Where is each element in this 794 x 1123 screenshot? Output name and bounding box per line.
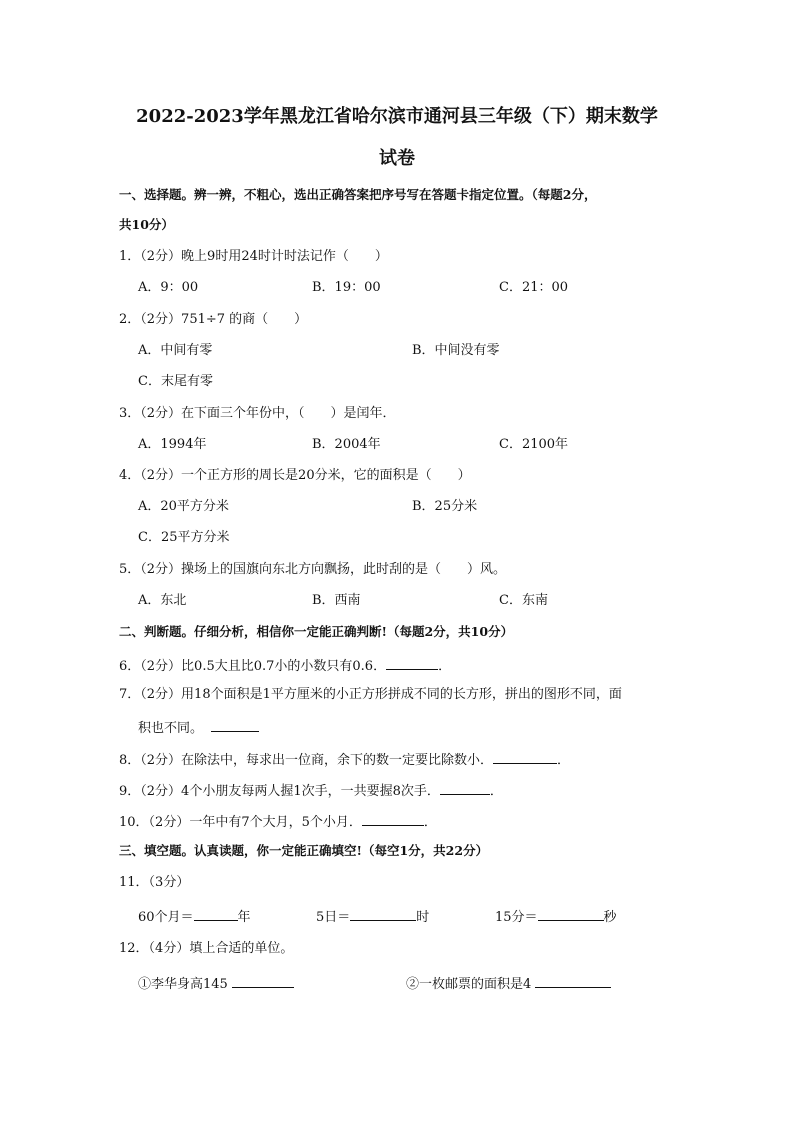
answer-blank[interactable] bbox=[362, 811, 424, 826]
answer-blank[interactable] bbox=[535, 973, 611, 988]
question-3-stem: 3．（2分）在下面三个年份中，（ ）是闰年． bbox=[119, 406, 396, 421]
question-1-stem: 1．（2分）晚上9时用24时计时法记作（ ） bbox=[119, 249, 388, 264]
question-2-option-c: C．末尾有零 bbox=[138, 374, 213, 389]
question-4-stem: 4．（2分）一个正方形的周长是20分米，它的面积是（ ） bbox=[119, 468, 471, 483]
q11-part-2-unit: 时 bbox=[416, 910, 430, 925]
question-10-text: 10．（2分）一年中有7个大月，5个小月． bbox=[119, 815, 362, 830]
q11-part-2-label: 5日＝ bbox=[316, 910, 351, 925]
section-heading-1: 一、选择题。辨一辨，不粗心，选出正确答案把序号写在答题卡指定位置。（每题2分， bbox=[119, 187, 597, 202]
answer-blank[interactable] bbox=[194, 906, 238, 921]
question-3-option-b: B．2004年 bbox=[312, 437, 381, 452]
q11-part-3-label: 15分＝ bbox=[495, 910, 538, 925]
section-heading-1-cont: 共10分） bbox=[119, 217, 174, 232]
question-3-option-a: A．1994年 bbox=[138, 437, 207, 452]
question-3-option-c: C．2100年 bbox=[499, 437, 569, 452]
question-1-option-a: A．9：00 bbox=[138, 280, 199, 295]
question-2-stem: 2．（2分）751÷7 的商（ ） bbox=[119, 312, 308, 327]
question-7-text: 积也不同。 bbox=[138, 721, 204, 736]
question-12-part-2 bbox=[406, 973, 611, 994]
question-12-part-1 bbox=[138, 973, 294, 994]
question-6-end: ． bbox=[438, 659, 452, 674]
page-title: 2022-2023学年黑龙江省哈尔滨市通河县三年级（下）期末数学 bbox=[136, 106, 658, 127]
answer-blank[interactable] bbox=[211, 717, 259, 732]
question-11-part-1 bbox=[138, 906, 251, 927]
question-7-line1: 7．（2分）用18个面积是1平方厘米的小正方形拼成不同的长方形，拼出的图形不同，面 bbox=[119, 687, 622, 702]
section-heading-2: 二、判断题。仔细分析，相信你一定能正确判断!（每题2分，共10分） bbox=[119, 624, 514, 639]
answer-blank[interactable] bbox=[232, 973, 294, 988]
q12-part-1-text: ①李华身高145 bbox=[138, 977, 228, 992]
question-8-text: 8．（2分）在除法中，每求出一位商，余下的数一定要比除数小． bbox=[119, 753, 494, 768]
q12-part-2-text: ②一枚邮票的面积是4 bbox=[406, 977, 532, 992]
question-8-end: ． bbox=[557, 753, 571, 768]
question-5-option-a: A．东北 bbox=[138, 593, 187, 608]
q11-part-3-unit: 秒 bbox=[603, 910, 617, 925]
question-5-option-b: B．西南 bbox=[312, 593, 361, 608]
question-9 bbox=[119, 780, 503, 801]
answer-blank[interactable] bbox=[440, 780, 490, 795]
question-10-end: ． bbox=[423, 815, 437, 830]
question-11-part-2 bbox=[316, 906, 429, 927]
question-2-option-b: B．中间没有零 bbox=[412, 343, 500, 358]
question-12-stem: 12．（4分）填上合适的单位。 bbox=[119, 941, 294, 956]
answer-blank[interactable] bbox=[538, 906, 604, 921]
question-1-option-b: B．19：00 bbox=[312, 280, 381, 295]
answer-blank[interactable] bbox=[493, 749, 557, 764]
question-1-option-c: C．21：00 bbox=[499, 280, 569, 295]
page-title-line2: 试卷 bbox=[379, 148, 415, 169]
question-5-option-c: C．东南 bbox=[499, 593, 548, 608]
answer-blank[interactable] bbox=[386, 655, 438, 670]
question-7-line2 bbox=[138, 717, 259, 738]
question-10 bbox=[119, 811, 437, 832]
question-9-text: 9．（2分）4个小朋友每两人握1次手，一共要握8次手． bbox=[119, 784, 440, 799]
question-6 bbox=[119, 655, 451, 676]
q11-part-1-unit: 年 bbox=[237, 910, 251, 925]
answer-blank[interactable] bbox=[350, 906, 416, 921]
section-heading-3: 三、填空题。认真读题，你一定能正确填空!（每空1分，共22分） bbox=[119, 843, 489, 858]
question-11-part-3 bbox=[495, 906, 617, 927]
question-2-option-a: A．中间有零 bbox=[138, 343, 213, 358]
question-4-option-b: B．25分米 bbox=[412, 499, 478, 514]
question-8 bbox=[119, 749, 570, 770]
question-5-stem: 5．（2分）操场上的国旗向东北方向飘扬，此时刮的是（ ）风。 bbox=[119, 562, 507, 577]
question-4-option-c: C．25平方分米 bbox=[138, 530, 230, 545]
q11-part-1-label: 60个月＝ bbox=[138, 910, 194, 925]
question-11-stem: 11．（3分） bbox=[119, 875, 190, 890]
question-9-end: ． bbox=[489, 784, 503, 799]
question-6-text: 6．（2分）比0.5大且比0.7小的小数只有0.6． bbox=[119, 659, 387, 674]
question-4-option-a: A．20平方分米 bbox=[138, 499, 229, 514]
